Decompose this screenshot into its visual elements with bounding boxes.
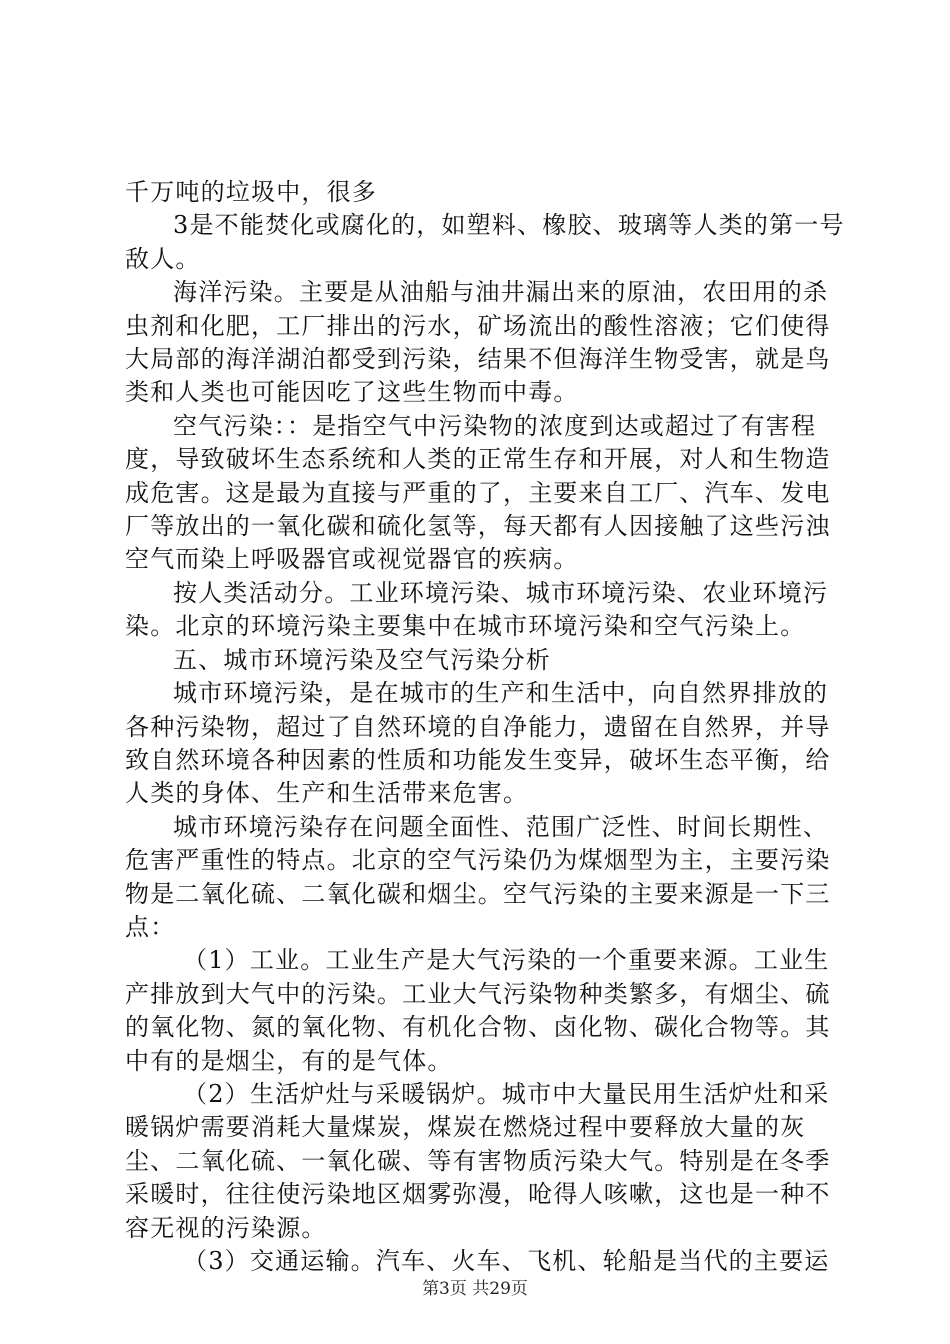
paragraph-heating: （2）生活炉灶与采暖锅炉。城市中大量民用生活炉灶和采暖锅炉需要消耗大量煤炭，煤炭在燃烧过程中要释放大量的灰尘、二氧化硫、一氧化碳、等有害物质污染大气。特别是在冬季采暖时，往往使污染地区烟雾弥漫，呛得人咳嗽，这也是一种不容无视的污染源。 (125, 1079, 831, 1242)
paragraph-1: 千万吨的垃圾中，很多 (125, 178, 377, 206)
paragraph-urban-pollution: 城市环境污染，是在城市的生产和生活中，向自然界排放的各种污染物，超过了自然环境的自净能力，遗留在自然界，并导致自然环境各种因素的性质和功能发生变异，破坏生态平衡，给人类的身体、生产和生活带来危害。 (125, 679, 831, 808)
paragraph-air-pollution: 空气污染：：是指空气中污染物的浓度到达或超过了有害程度，导致破坏生态系统和人类的正常生存和开展，对人和生物造成危害。这是最为直接与严重的了，主要来自工厂、汽车、发电厂等放出的一氧化碳和硫化氢等，每天都有人因接触了这些污浊空气而染上呼吸器官或视觉器官的疾病。 (125, 411, 831, 574)
paragraph-industry: （1）工业。工业生产是大气污染的一个重要来源。工业生产排放到大气中的污染。工业大气污染物种类繁多，有烟尘、硫的氧化物、氮的氧化物、有机化合物、卤化物、碳化合物等。其中有的是烟尘，有的是气体。 (125, 946, 831, 1075)
paragraph-transport: （3）交通运输。汽车、火车、飞机、轮船是当代的主要运 (183, 1247, 830, 1275)
paragraph-2: 3是不能焚化或腐化的，如塑料、橡胶、玻璃等人类的第一号敌人。 (125, 211, 845, 273)
paragraph-human-activity: 按人类活动分。工业环境污染、城市环境污染、农业环境污染。北京的环境污染主要集中在城市环境污染和空气污染上。 (125, 578, 829, 641)
paragraph-marine-pollution: 海洋污染。主要是从油船与油井漏出来的原油，农田用的杀虫剂和化肥，工厂排出的污水，矿场流出的酸性溶液；它们使得大局部的海洋湖泊都受到污染，结果不但海洋生物受害，就是鸟类和人类也可能因吃了这些生物而中毒。 (125, 278, 831, 407)
document-body (125, 176, 845, 1278)
section-heading-5: 五、城市环境污染及空气污染分析 (173, 645, 551, 674)
paragraph-urban-characteristics: 城市环境污染存在问题全面性、范围广泛性、时间长期性、危害严重性的特点。北京的空气污染仍为煤烟型为主，主要污染物是二氧化硫、二氧化碳和烟尘。空气污染的主要来源是一下三点： (125, 812, 831, 941)
page-footer: 第3页 共29页 (422, 1279, 528, 1299)
